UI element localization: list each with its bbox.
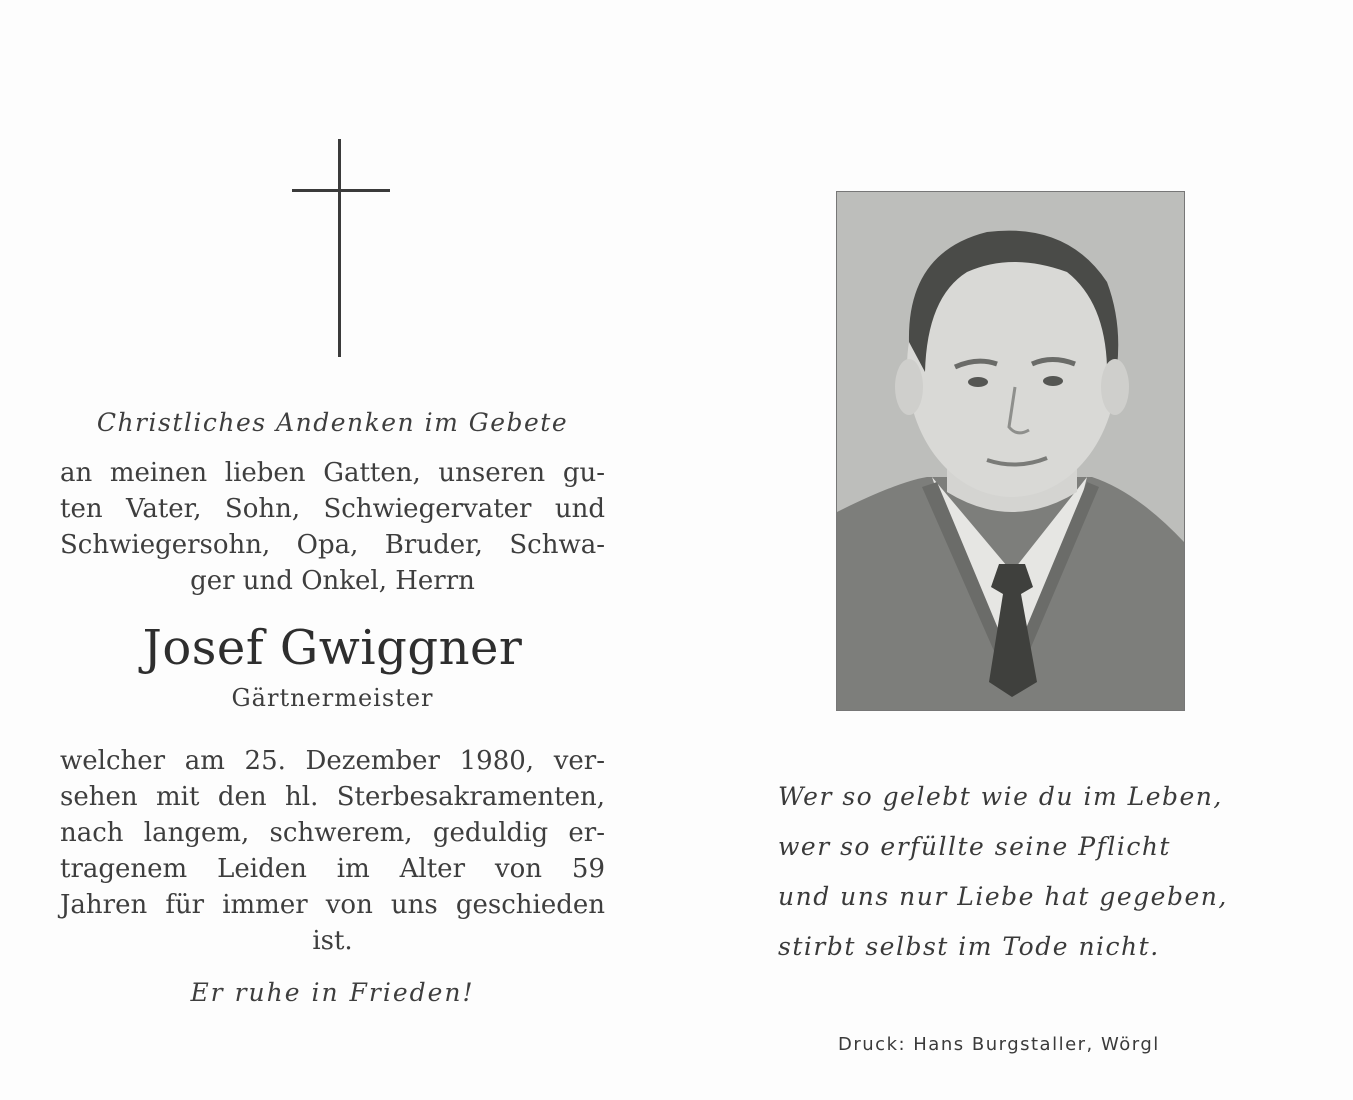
poem-line: und uns nur Liebe hat gegeben, xyxy=(778,882,1228,911)
dedication-title: Christliches Andenken im Gebete xyxy=(96,408,569,437)
poem-line: stirbt selbst im Tode nicht. xyxy=(778,932,1160,961)
death-notice-line: sehen mit den hl. Sterbesakramenten, xyxy=(60,782,605,812)
death-notice-line: ist. xyxy=(312,926,353,956)
death-notice-line: nach langem, schwerem, geduldig er- xyxy=(60,818,605,848)
deceased-occupation: Gärtnermeister xyxy=(231,684,434,712)
dedication-line: an meinen lieben Gatten, unseren gu- xyxy=(60,458,605,488)
death-notice-line: welcher am 25. Dezember 1980, ver- xyxy=(60,746,605,776)
printer-credit: Druck: Hans Burgstaller, Wörgl xyxy=(838,1034,1160,1055)
death-notice xyxy=(60,743,605,959)
deceased-name: Josef Gwiggner xyxy=(142,620,523,676)
left-panel xyxy=(60,0,605,1100)
dedication-line: ten Vater, Sohn, Schwiegervater und xyxy=(60,494,605,524)
closing-phrase: Er ruhe in Frieden! xyxy=(190,978,475,1007)
cross-icon xyxy=(292,139,390,359)
poem-line: Wer so gelebt wie du im Leben, xyxy=(778,782,1223,811)
death-notice-line: Jahren für immer von uns geschieden xyxy=(60,890,605,920)
dedication-body xyxy=(60,455,605,599)
memorial-poem xyxy=(778,772,1258,972)
dedication-line: Schwiegersohn, Opa, Bruder, Schwa- xyxy=(60,530,605,560)
dedication-line: ger und Onkel, Herrn xyxy=(190,566,475,596)
poem-line: wer so erfüllte seine Pflicht xyxy=(778,832,1171,861)
portrait-photo xyxy=(836,191,1185,711)
death-notice-line: tragenem Leiden im Alter von 59 xyxy=(60,854,605,884)
